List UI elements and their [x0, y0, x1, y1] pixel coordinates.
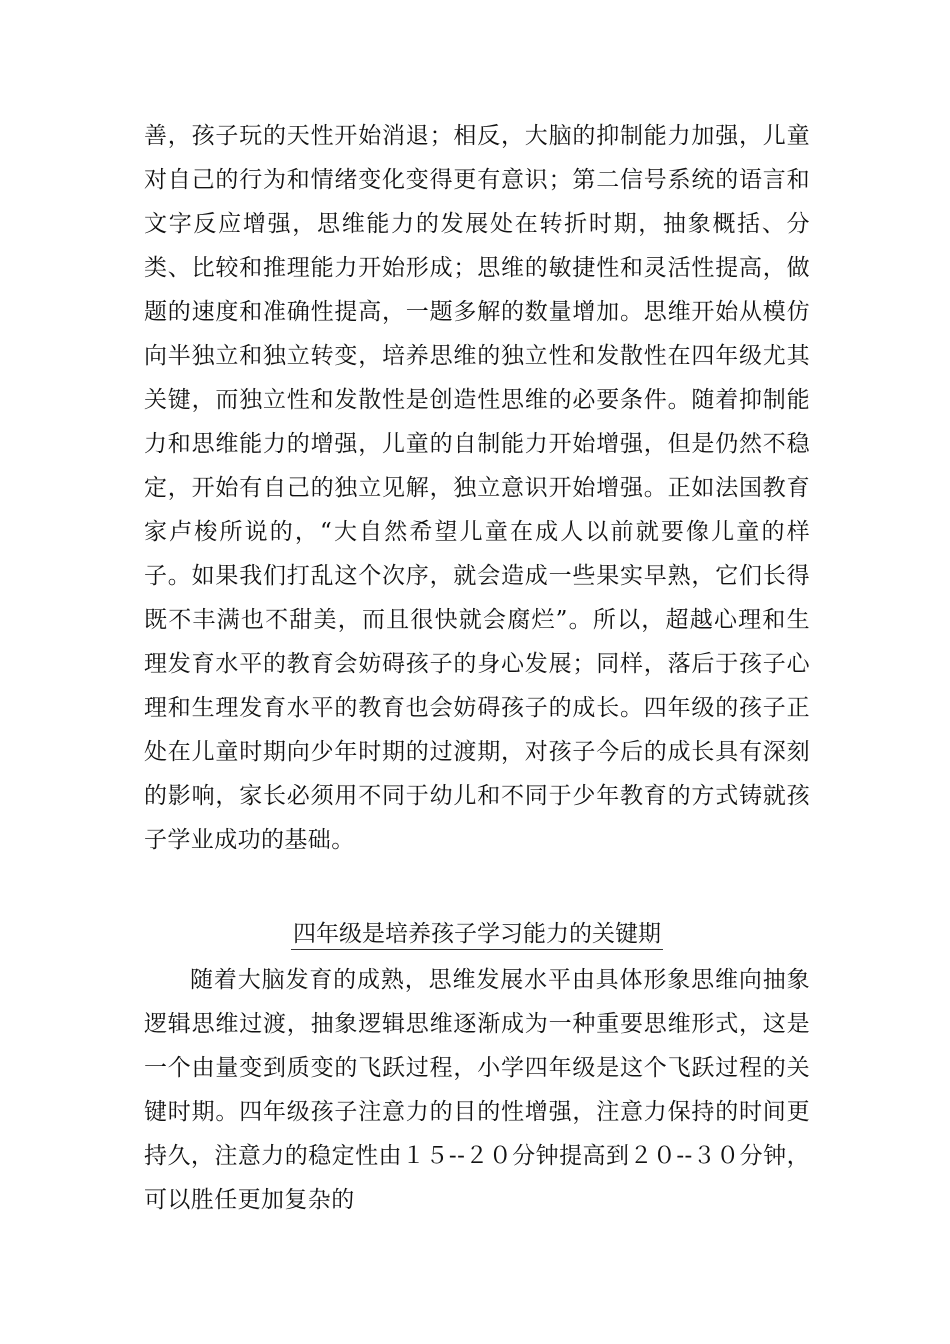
section-heading: 四年级是培养孩子学习能力的关键期 [291, 919, 663, 950]
body-paragraph-2: 随着大脑发育的成熟，思维发展水平由具体形象思维向抽象逻辑思维过渡，抽象逻辑思维逐渐成为一种重要思维形式，这是一个由量变到质变的飞跃过程，小学四年级是这个飞跃过程的关键时期。四年级孩子注意力的目的性增强，注意力保持的时间更持久，注意力的稳定性由１５--２０分钟提高到２０--３０分钟，可以胜任更加复杂的 [144, 967, 810, 1213]
body-paragraph-1: 善，孩子玩的天性开始消退；相反，大脑的抑制能力加强，儿童对自己的行为和情绪变化变得更有意识；第二信号系统的语言和文字反应增强，思维能力的发展处在转折时期，抽象概括、分类、比较和推理能力开始形成；思维的敏捷性和灵活性提高，做题的速度和准确性提高，一题多解的数量增加。思维开始从模仿向半独立和独立转变，培养思维的独立性和发散性在四年级尤其关键，而独立性和发散性是创造性思维的必要条件。随着抑制能力和思维能力的增强，儿童的自制能力开始增强，但是仍然不稳定，开始有自己的独立见解，独立意识开始增强。正如法国教育家卢梭所说的，“大自然希望儿童在成人以前就要像儿童的样子。如果我们打乱这个次序，就会造成一些果实早熟，它们长得既不丰满也不甜美，而且很快就会腐烂”。所以，超越心理和生理发育水平的教育会妨碍孩子的身心发展；同样，落后于孩子心理和生理发育水平的教育也会妨碍孩子的成长。四年级的孩子正处在儿童时期向少年时期的过渡期，对孩子今后的成长具有深刻的影响，家长必须用不同于幼儿和不同于少年教育的方式铸就孩子学业成功的基础。 [144, 123, 810, 853]
section-heading-container [144, 912, 810, 956]
